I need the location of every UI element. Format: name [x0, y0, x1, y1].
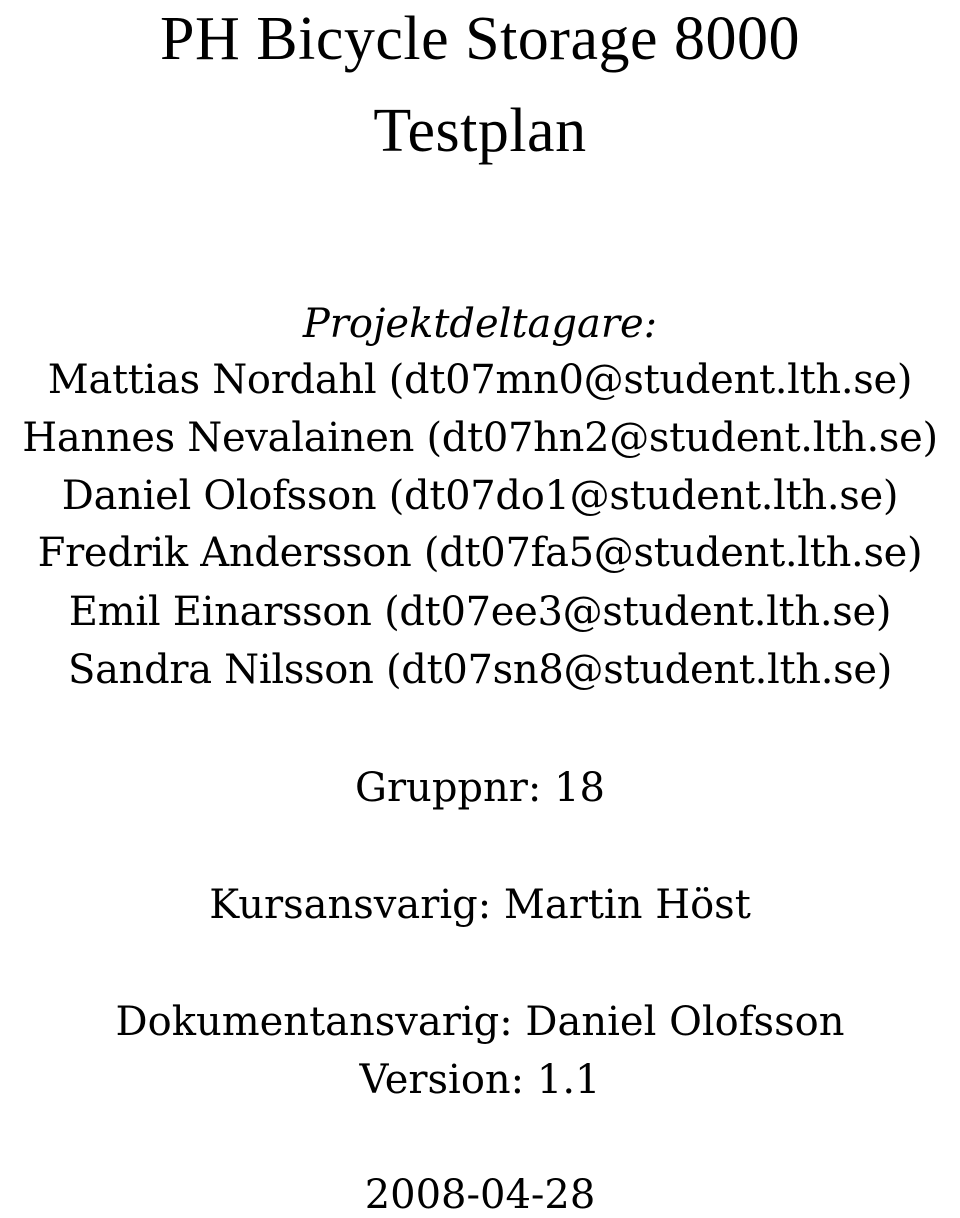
participant-line: Daniel Olofsson (dt07do1@student.lth.se)	[61, 473, 899, 519]
document-date: 2008-04-28	[364, 1172, 596, 1218]
document-title: PH Bicycle Storage 8000	[159, 5, 800, 73]
participant-line: Emil Einarsson (dt07ee3@student.lth.se)	[68, 589, 892, 635]
participant-line: Hannes Nevalainen (dt07hn2@student.lth.se)	[22, 415, 938, 461]
participant-line: Fredrik Andersson (dt07fa5@student.lth.se)	[37, 530, 923, 576]
participant-line: Mattias Nordahl (dt07mn0@student.lth.se)	[47, 357, 913, 403]
group-number: Gruppnr: 18	[354, 765, 606, 811]
document-responsible: Dokumentansvarig: Daniel Olofsson	[115, 999, 845, 1045]
document-version: Version: 1.1	[359, 1057, 601, 1103]
course-responsible: Kursansvarig: Martin Höst	[209, 882, 751, 928]
participant-line: Sandra Nilsson (dt07sn8@student.lth.se)	[67, 647, 893, 693]
document-subtitle: Testplan	[373, 97, 587, 165]
participants-heading: Projektdeltagare:	[302, 301, 658, 347]
